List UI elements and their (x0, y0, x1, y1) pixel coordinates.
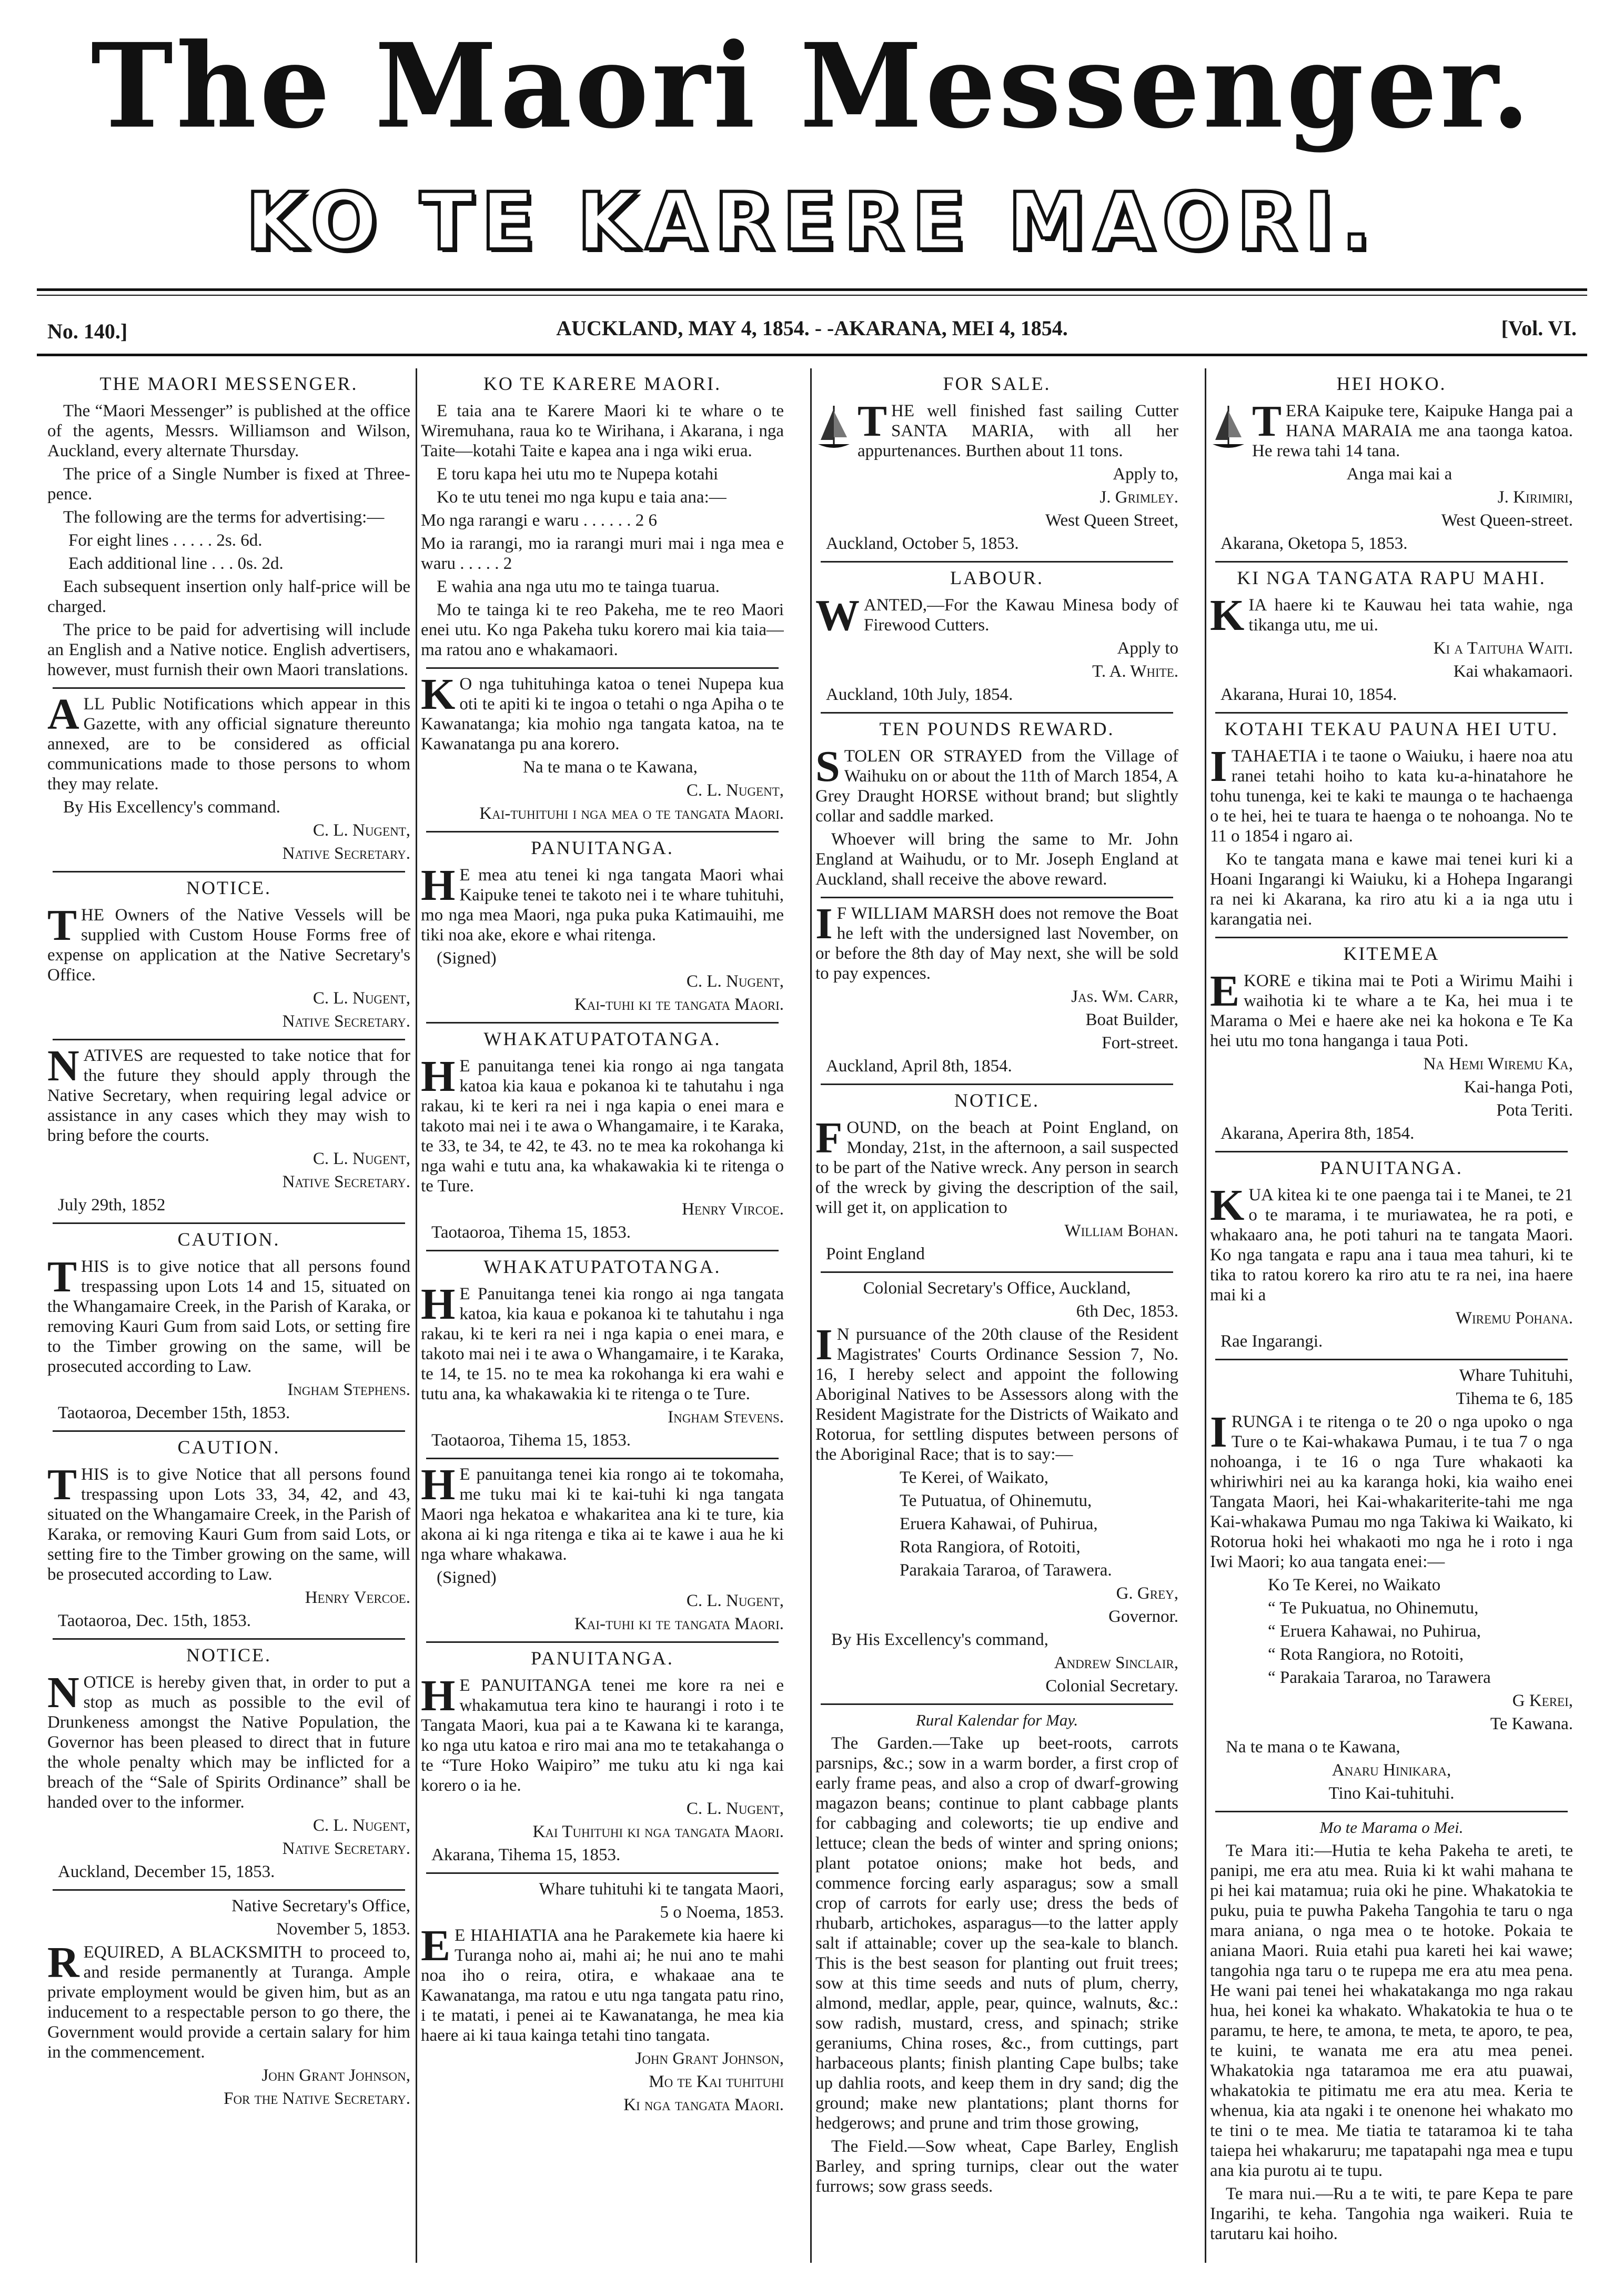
office-line: Whare Tuhituhi, (1459, 1366, 1573, 1385)
date-line: Auckland, December 15, 1853. (58, 1862, 275, 1881)
paragraph-text: E panuitanga tenei kia rongo ai te tokomaha, me tuku mai ki te kai-tuhi ki nga tangata Maori nga hekatoa e whakaritea ana ki te ture, kia akona ai ki nga ritenga e tika ai te kawe i aua he ki nga whare whakawa. (421, 1465, 784, 1564)
signature: Native Secretary. (282, 1172, 410, 1191)
paragraph: The Field.—Sow wheat, Cape Barley, English Barley, and spring turnips, clear out the water furrows; sow grass seeds. (815, 2137, 1178, 2196)
assessor: Te Putuatua, of Ohinemutu, (900, 1491, 1092, 1510)
signature: Henry Vercoe. (305, 1588, 410, 1607)
signature: G Kerei, (1512, 1691, 1573, 1710)
paragraph (815, 742, 1178, 826)
drop-cap: H (421, 1280, 456, 1329)
paragraph-text: KORE e tikina mai te Poti a Wirimu Maihi i waihotia ki te whare a te Ka, hei mua i te Marama o Mei e haere ake nei ka hokona e Te Ka hei utu mo tona hanganga i taua Poti. (1210, 971, 1573, 1050)
paragraph-text: HIS is to give notice that all persons found trespassing upon Lots 14 and 15, situated on the Whangamaire Creek, in the Parish of Karaka, or removing Kauri Gum from said Lots, or setting fire to the Timber growing on the same, will be prosecuted according to Law. (47, 1257, 410, 1376)
divider (53, 1222, 405, 1224)
signature-title: Kai-hanga Poti, (1464, 1078, 1573, 1097)
date-line: Point England (826, 1245, 925, 1263)
signature-title: Te Kawana. (1490, 1714, 1573, 1733)
paragraph-text: TOLEN OR STRAYED from the Village of Waihuku on or about the 11th of March 1854, A Grey Draught HORSE without brand; but slightly collar and saddle marked. (815, 747, 1178, 826)
paragraph-text: HE well finished fast sailing Cutter SANTA MARIA, with all her appurtenances. Burthen about 11 tons. (858, 402, 1178, 460)
divider (1215, 1151, 1568, 1152)
signature: Henry Vircoe. (682, 1200, 784, 1219)
paragraph (421, 1921, 784, 2045)
signature-title: Tino Kai-tuhituhi. (1328, 1784, 1455, 1803)
assessor: Te Kerei, of Waikato, (900, 1468, 1049, 1487)
divider (1215, 1811, 1568, 1812)
paragraph (1210, 742, 1573, 846)
drop-cap: H (421, 1052, 456, 1101)
paragraph: The following are the terms for advertising:— (63, 508, 385, 527)
drop-cap: I (815, 1320, 833, 1369)
paragraph-text: OUND, on the beach at Point England, on Monday, 21st, in the afternoon, a sail suspected to be part of the Native wreck. Any person in search of the wreck by giving the description of the sail, will get it, on application to (815, 1118, 1178, 1217)
signature: C. L. Nugent, (686, 972, 784, 991)
section-heading: KOTAHI TEKAU PAUNA HEI UTU. (1224, 718, 1559, 739)
divider (821, 897, 1173, 898)
office-date: 6th Dec, 1853. (1076, 1302, 1178, 1321)
section-heading: Rural Kalendar for May. (915, 1711, 1078, 1729)
drop-cap: R (47, 1938, 79, 1987)
drop-cap: H (421, 1460, 456, 1509)
section-heading: NOTICE. (186, 877, 271, 898)
paragraph (47, 901, 410, 985)
paragraph-text: O nga tuhituhinga katoa o tenei Nupepa kua oti te apiti ki te ingoa o tetahi o nga Apiha o te Kawanatanga; kia mohio nga tangata katoa, na te Kawanatanga pu ana korero. (421, 675, 784, 754)
paragraph: (Signed) (437, 1568, 497, 1587)
ship-icon (1210, 403, 1247, 450)
divider (426, 1641, 779, 1643)
paragraph (47, 1938, 410, 2062)
issue-number: No. 140.] (47, 319, 128, 343)
paragraph (421, 1052, 784, 1196)
date-line: Auckland, October 5, 1853. (826, 534, 1019, 553)
paragraph-text: E panuitanga tenei kia rongo ai nga tangata katoa kia kaua e pokanoa ki te tahutahu i nga rakau, ki te keri ra nei i nga kapia o enei mara e takoto mai nei i te awa o Whangamaire, i te Karaka, te 33, te 34, te 42, te 43. no te mea ka rokohanga ki nga wahi e tutu ana, ka whakawakia ki te ritenga o te Ture. (421, 1057, 784, 1196)
signature: Ingham Stephens. (287, 1380, 410, 1399)
office-date: November 5, 1853. (276, 1920, 410, 1939)
signature: John Grant Johnson, (261, 2066, 410, 2085)
paragraph-text: IA haere ki te Kauwau hei tata wahie, nga tikanga utu, me ui. (1248, 596, 1573, 635)
paragraph-text: E Panuitanga tenei kia rongo ai nga tangata katoa, kia kaua e pokanoa ki te tahutahu i nga rakau, ki te keri ra nei i nga kapia o enei mara, e takoto mai nei i te awa o Whangamaire, i te Karaka, te 14, te 15. no te mea ka rokohanga ki era wahi e tutu ana, ka whakawakia ki te ritenga o te Ture. (421, 1285, 784, 1403)
column-divider (1205, 368, 1206, 2263)
paragraph (421, 861, 784, 945)
paragraph: Anga mai kai a (1346, 465, 1452, 484)
column-4 (1210, 368, 1573, 2268)
paragraph: Ko te utu tenei mo nga kupu e taia ana:— (437, 488, 727, 507)
paragraph (421, 1671, 784, 1796)
signature-title: Kai whakamaori. (1453, 662, 1573, 681)
signature: Ingham Stevens. (668, 1408, 784, 1427)
signature: Kai Tuhituhi ki nga tangata Maori. (532, 1822, 784, 1841)
paragraph: By His Excellency's command. (63, 798, 280, 817)
section-heading: CAUTION. (177, 1229, 280, 1250)
paragraph (815, 899, 1178, 984)
column-2 (421, 368, 784, 2268)
paragraph-text: OTICE is hereby given that, in order to put a stop as much as possible to the evil of Drunkeness amongst the Native Population, the Governor has been pleased to direct that in future the whole penalty which may be inflicted for a breach of the “Sale of Spirits Ordinance” shall be handed over to the informer. (47, 1673, 410, 1812)
drop-cap: N (47, 1668, 79, 1717)
assessor: Eruera Kahawai, of Puhirua, (900, 1514, 1098, 1533)
section-heading: WHAKATUPATOTANGA. (483, 1028, 721, 1049)
drop-cap: N (47, 1041, 79, 1090)
paragraph: E toru kapa hei utu mo te Nupepa kotahi (437, 465, 719, 484)
signature: C. L. Nugent, (686, 1799, 784, 1818)
signature: C. L. Nugent, (312, 989, 410, 1008)
drop-cap: S (815, 742, 840, 791)
drop-cap: F (815, 1114, 843, 1162)
date-line: July 29th, 1852 (58, 1196, 166, 1215)
office-date: Tihema te 6, 185 (1456, 1389, 1573, 1408)
signature: Native Secretary. (282, 1012, 410, 1031)
masthead-rule (37, 288, 1587, 291)
divider (1215, 937, 1568, 938)
masthead-rule-thin (37, 295, 1587, 296)
paragraph: (Signed) (437, 949, 497, 968)
paragraph: Mo ia rarangi, mo ia rarangi muri mai i nga mea e waru . . . . . 2 (421, 534, 784, 573)
paragraph-text: E mea atu tenei ki nga tangata Maori whai Kaipuke tenei te takoto nei i te whare tuhituhi, mo nga mea Maori, nga puka puka Katimauihi, me tiki noa ake, ekore e whai ritenga. (421, 866, 784, 945)
divider (1215, 561, 1568, 563)
signature: J. Grimley. (1100, 488, 1178, 507)
apply-to: Apply to (1117, 639, 1178, 658)
drop-cap: I (815, 899, 833, 948)
drop-cap: T (47, 1460, 77, 1509)
newspaper-title: The Maori Messenger. (90, 17, 1534, 155)
section-heading: WHAKATUPATOTANGA. (483, 1256, 721, 1277)
paragraph (1210, 1181, 1573, 1305)
paragraph (1210, 591, 1573, 640)
assessor: Rota Rangiora, of Rotoiti, (900, 1538, 1081, 1557)
signature: Na Hemi Wiremu Ka, (1423, 1055, 1573, 1074)
paragraph: E taia ana te Karere Maori ki te whare o te Wiremuhana, raua ko te Wirihana, i Akarana, i nga Taite—kotahi Taite e kapea ana i nga wiki erua. (421, 402, 784, 460)
masthead (0, 0, 1624, 295)
signature: C. L. Nugent, (312, 1149, 410, 1168)
paragraph (47, 690, 410, 794)
drop-cap: K (421, 670, 456, 719)
paragraph: For eight lines . . . . . 2s. 6d. (68, 531, 263, 550)
section-heading: LABOUR. (950, 567, 1044, 588)
divider (426, 1250, 779, 1251)
paragraph-text: ERA Kaipuke tere, Kaipuke Hanga pai a HANA MARAIA me ana taonga katoa. He rewa tahi 14 tana. (1252, 402, 1573, 460)
divider (426, 831, 779, 832)
paragraph-text: EQUIRED, A BLACKSMITH to proceed to, and reside permanently at Turanga. Ample private employment would be given him, but as an inducement to a respectable person to go there, the Government would provide a certain salary for him in the commencement. (47, 1943, 410, 2062)
paragraph: E wahia ana nga utu mo te tainga tuarua. (437, 577, 720, 596)
newspaper-subtitle: KO TE KARERE MAORI. (245, 176, 1379, 268)
signature-address: Pota Teriti. (1496, 1101, 1573, 1120)
signature: Native Secretary. (282, 1839, 410, 1858)
paragraph (421, 1460, 784, 1564)
drop-cap: T (47, 901, 77, 950)
paragraph (815, 591, 1178, 640)
paragraph: By His Excellency's command, (831, 1630, 1048, 1649)
signature: C. L. Nugent, (312, 1816, 410, 1835)
drop-cap: E (421, 1921, 451, 1970)
paragraph-text: ANTED,—For the Kawau Minesa body of Firewood Cutters. (864, 596, 1178, 635)
paragraph: The price of a Single Number is fixed at Three-pence. (47, 465, 410, 504)
section-heading: CAUTION. (177, 1437, 280, 1458)
section-heading: FOR SALE. (943, 373, 1051, 394)
signature-title: Colonial Secretary. (1045, 1677, 1178, 1696)
divider (53, 1638, 405, 1640)
section-heading: KO TE KARERE MAORI. (483, 373, 722, 394)
divider (1215, 1359, 1568, 1360)
office-line: Whare tuhituhi ki te tangata Maori, (539, 1880, 784, 1899)
paragraph (815, 1320, 1178, 1465)
signature: C. L. Nugent, (686, 781, 784, 800)
signature: Native Secretary. (282, 844, 410, 863)
divider (53, 871, 405, 872)
divider (821, 1084, 1173, 1085)
assessor: Parakaia Tararoa, of Tarawera. (900, 1561, 1112, 1580)
drop-cap: T (1252, 397, 1282, 446)
signature: Ki a Taituha Waiti. (1433, 639, 1573, 658)
divider (53, 1889, 405, 1891)
paragraph-text: HIS is to give Notice that all persons found trespassing upon Lots 33, 34, 42, and 43, situated on the Whangamaire Creek, in the Parish of Karaka, or removing Kauri Gum from said Lots, or setting fire to the Timber growing on the same, will be prosecuted according to Law. (47, 1465, 410, 1584)
drop-cap: E (1210, 967, 1240, 1016)
paragraph-text: ATIVES are requested to take notice that for the future they should apply through the Native Secretary, when requiring legal advice or assistance in any cases which they may wish to bring before the courts. (47, 1046, 410, 1145)
divider (821, 561, 1173, 563)
date-line: Akarana, Oketopa 5, 1853. (1220, 534, 1408, 553)
section-heading: PANUITANGA. (1320, 1157, 1463, 1178)
divider (1215, 712, 1568, 714)
date-line: Taotaoroa, Dec. 15th, 1853. (58, 1611, 251, 1630)
signature: John Grant Johnson, (635, 2049, 784, 2068)
paragraph (815, 397, 1178, 461)
assessor: “ Rota Rangiora, no Rotoiti, (1268, 1645, 1464, 1664)
paragraph: The Garden.—Take up beet-roots, carrots parsnips, &c.; sow in a warm border, a first crop of early frame peas, and also a crop of dwarf-growing magazon beans; continue to plant cabbage plants for cabbaging and coleworts; tie up endive and lettuce; clean the beds of winter and spring onions; plant potatoe onions; make hot beds, and commence forcing early asparagus; sow a small crop of carrots for early use; dress the beds of rhubarb, artichokes, asparagus—to the latter apply salt if attainable; cover up the sea-kale to blanch. This is the best season for planting out fruit trees; sow at this time seeds and nuts of plum, cherry, almond, medlar, apple, pear, quince, walnuts, &c.: sow radish, mustard, cress, and spinach; strike geraniums, China roses, &c., from cuttings, part harbaceous plants; finish planting Cape bulbs; take up dahlia roots, and keep them in dry sand; dig the ground; make new plantations; plant thorns for hedgerows; and prune and trim those growing, (815, 1734, 1178, 2133)
date-line: Taotaoroa, Tihema 15, 1853. (431, 1431, 631, 1450)
office-line: Native Secretary's Office, (231, 1897, 410, 1915)
volume-number: [Vol. VI. (1501, 316, 1577, 340)
section-heading: THE MAORI MESSENGER. (99, 373, 358, 394)
signature-title: Governor. (1108, 1607, 1178, 1626)
date-line: Auckland, 10th July, 1854. (826, 685, 1013, 704)
divider (53, 687, 405, 689)
office-line: Colonial Secretary's Office, Auckland, (863, 1279, 1131, 1298)
paragraph: Whoever will bring the same to Mr. John England at Waihudu, or to Mr. Joseph England at Auckland, shall receive the above reward. (815, 830, 1178, 889)
paragraph-text: RUNGA i te ritenga o te 20 o nga upoko o nga Ture o te Kai-whakawa Pumau, i te tua 7 o nga nohoanga, i te 16 o nga Ture whakaoti ka whiriwhiri nei au ka karanga hoki, kia waiho enei Tangata Maori, hei Kai-whakariterite-tahi me nga Kai-whakawa Pumau mo nga Takiwa ki Waikato, ki Rotorua hoki hei whakaoti mo nga he i roto i nga Iwi Maori; ko aua tangata enei:— (1210, 1412, 1573, 1571)
paragraph: Na te mana o te Kawana, (523, 758, 698, 777)
paragraph-text: E PANUITANGA tenei me kore ra nei e whakamutua tera kino te haurangi i roto i te Tangata Maori, kua pai a te Kawana ki te karanga, ko nga utu katoa e riro mai ana mo te tetakahanga o te “Ture Hoko Waipiro” me tuku atu ki nga kai korero o ia he. (421, 1676, 784, 1795)
drop-cap: T (47, 1252, 77, 1301)
paragraph-text: LL Public Notifications which appear in this Gazette, with any official signature thereunto annexed, are to be considered as official communications made to those persons to whom they may relate. (47, 695, 410, 794)
column-divider (810, 368, 812, 2263)
address: West Queen-street. (1441, 511, 1573, 530)
paragraph (1210, 397, 1573, 461)
assessor: “ Te Pukuatua, no Ohinemutu, (1268, 1599, 1479, 1618)
paragraph (47, 1041, 410, 1146)
paragraph (47, 1668, 410, 1812)
signature: Ki nga tangata Maori. (623, 2095, 784, 2114)
divider (426, 1458, 779, 1459)
date-line: Auckland, April 8th, 1854. (826, 1057, 1012, 1076)
signature: For the Native Secretary. (224, 2089, 410, 2108)
signature: T. A. White. (1092, 662, 1178, 681)
paragraph: Each subsequent insertion only half-price will be charged. (47, 577, 410, 616)
divider (53, 1430, 405, 1432)
signature: C. L. Nugent, (686, 1591, 784, 1610)
drop-cap: W (815, 591, 860, 640)
issue-date: AUCKLAND, MAY 4, 1854. - -AKARANA, MEI 4, 1854. (556, 316, 1068, 340)
dateline (47, 316, 1577, 347)
section-heading: Mo te Marama o Mei. (1319, 1818, 1464, 1837)
section-heading: HEI HOKO. (1336, 373, 1447, 394)
signature: Anaru Hinikara, (1332, 1761, 1451, 1780)
column-3 (815, 368, 1178, 2268)
paragraph (47, 1460, 410, 1584)
address: West Queen Street, (1045, 511, 1178, 530)
signature: Mo te Kai tuhituhi (649, 2072, 784, 2091)
drop-cap: A (47, 690, 79, 739)
signature: G. Grey, (1116, 1584, 1178, 1603)
section-heading: TEN POUNDS REWARD. (879, 718, 1115, 739)
paragraph (421, 1280, 784, 1404)
signature: William Bohan. (1064, 1221, 1178, 1240)
paragraph-text: HE Owners of the Native Vessels will be supplied with Custom House Forms free of expense on application at the Native Secretary's Office. (47, 906, 410, 985)
drop-cap: H (421, 1671, 456, 1720)
paragraph-text: F WILLIAM MARSH does not remove the Boat he left with the undersigned last November, on or before the 8th day of May next, she will be sold to pay expences. (815, 904, 1178, 983)
apply-to: Apply to, (1113, 465, 1178, 484)
signature: Jas. Wm. Carr, (1071, 987, 1178, 1006)
drop-cap: I (1210, 742, 1227, 791)
signature: J. Kirimiri, (1497, 488, 1573, 507)
assessor: “ Parakaia Tararoa, no Tarawera (1268, 1668, 1491, 1687)
divider (821, 712, 1173, 714)
paragraph: Te Mara iti:—Hutia te keha Pakeha te areti, te panipi, me era atu mea. Ruia ki kt wahi mahana te pi hei kai matamua; ruia oki he pine. Whakatokia te puku, puia te puwha Pakeha Tangohia te taru o nga mara aniana, o nga mea o te hotoke. Pokaia te aniana Maori. Ruia etahi pua kareti hei kai wawe; tangohia nga taru o te rupepa me era atu mea pena. He wani pai tenei hei whakatakanga mo nga rakau hua, hei konei ka whakato. Whakatokia te hua o te paramu, te here, te amona, te meta, te aporo, te pea, te kuini, te wanata me era atu mea penei. Whakatokia nga tataramoa me era atu puawai, whakatokia te pitimatu me era atu mea. Keria te whenua, kia ata ngaki i te onenone hei whakato mo te tini o te mea. Me tiatia te tataramoa ki te taha taiepa hei whakaruru; me tapatapahi nga mea e tupu ana kia purotu ai te tupu. (1210, 1841, 1573, 2180)
date-line: Akarana, Tihema 15, 1853. (431, 1845, 621, 1864)
paragraph: Na te mana o te Kawana, (1226, 1738, 1400, 1757)
paragraph (1210, 967, 1573, 1051)
paragraph-text: N pursuance of the 20th clause of the Resident Magistrates' Courts Ordinance Session 7, No. 16, I hereby select and appoint the following Aboriginal Natives to be Assessors along with the Resident Magistrate for the Districts of Waikato and Rotorua, for settling disputes between persons of the Aboriginal Race; that is to say:— (815, 1325, 1178, 1464)
signature: C. L. Nugent, (312, 821, 410, 840)
paragraph (1210, 1408, 1573, 1572)
section-heading: KI NGA TANGATA RAPU MAHI. (1237, 567, 1546, 588)
dateline-rule (37, 354, 1587, 356)
date-line: Akarana, Hurai 10, 1854. (1220, 685, 1397, 704)
drop-cap: H (421, 861, 456, 910)
signature-address: Fort-street. (1102, 1034, 1178, 1052)
section-heading: PANUITANGA. (531, 1648, 674, 1669)
office-date: 5 o Noema, 1853. (660, 1903, 784, 1922)
drop-cap: K (1210, 1181, 1245, 1230)
divider (53, 1039, 405, 1040)
date-line: Rae Ingarangi. (1220, 1332, 1323, 1351)
paragraph: The “Maori Messenger” is published at the office of the agents, Messrs. Williamson and Wilson, Auckland, every alternate Thursday. (47, 402, 410, 460)
paragraph: The price to be paid for advertising will include an English and a Native notice. English advertisers, however, must furnish their own Maori translations. (47, 620, 410, 679)
drop-cap: K (1210, 591, 1245, 640)
date-line: Taotaoroa, December 15th, 1853. (58, 1403, 290, 1422)
signature: Andrew Sinclair, (1054, 1653, 1178, 1672)
paragraph (421, 670, 784, 754)
paragraph: Each additional line . . . 0s. 2d. (68, 554, 284, 573)
drop-cap: T (858, 397, 887, 446)
paragraph (47, 1252, 410, 1377)
section-heading: NOTICE. (954, 1090, 1040, 1111)
paragraph-text: E HIAHIATIA ana he Parakemete kia haere ki Turanga noho ai, mahi ai; he nui ano te mahi noa iho o reira, otira, e whakaae ana te Kawanatanga, ma ratou e utu nga tangata patu rino, i te matati, i penei ai te Kawanatanga, he mea kia haere ai ki taua kainga tetahi tino tangata. (421, 1926, 784, 2045)
column-divider (416, 368, 417, 2263)
drop-cap: I (1210, 1408, 1227, 1457)
section-heading: NOTICE. (186, 1644, 271, 1666)
divider (821, 1271, 1173, 1273)
date-line: Akarana, Aperira 8th, 1854. (1220, 1124, 1415, 1143)
paragraph (815, 1114, 1178, 1218)
signature: Kai-tuhituhi i nga mea o te tangata Maori. (479, 804, 784, 823)
divider (426, 1022, 779, 1024)
divider (821, 1703, 1173, 1705)
ship-icon (815, 403, 852, 450)
signature: Wiremu Pohana. (1455, 1309, 1573, 1328)
column-1 (47, 368, 410, 2268)
divider (426, 667, 779, 669)
signature-title: Boat Builder, (1085, 1010, 1178, 1029)
section-heading: KITEMEA (1343, 943, 1440, 964)
signature: Kai-tuhi ki te tangata Maori. (574, 995, 784, 1014)
divider (426, 1872, 779, 1874)
assessor: Ko Te Kerei, no Waikato (1268, 1576, 1441, 1594)
section-heading: PANUITANGA. (531, 837, 674, 858)
paragraph-text: TAHAETIA i te taone o Waiuku, i haere noa atu ranei tetahi hoiho to kata ku-a-hinatahore he tohu tunenga, kei te kaki te maunga o te hachaenga o te hei, hei te tuara te haenga o te nohoanga. No te 11 o 1854 i ngaro ai. (1210, 747, 1573, 846)
assessor: “ Eruera Kahawai, no Puhirua, (1268, 1622, 1481, 1641)
signature: Kai-tuhi ki te tangata Maori. (574, 1614, 784, 1633)
date-line: Taotaoroa, Tihema 15, 1853. (431, 1223, 631, 1242)
paragraph: Te mara nui.—Ru a te witi, te pare Kepa te pare Ingarihi, te keha. Tangohia nga waikeri. Ruia te tarutaru kai hoiho. (1210, 2184, 1573, 2243)
paragraph: Mo nga rarangi e waru . . . . . . 2 6 (421, 511, 658, 530)
paragraph: Ko te tangata mana e kawe mai tenei kuri ki a Hoani Ingarangi ki Waiuku, ki a Hohepa Ingarangi ra nei ki Akarana, ka riro atu ki a ia nga utu i karangatia nei. (1210, 850, 1573, 929)
paragraph-text: UA kitea ki te one paenga tai i te Manei, te 21 o te marama, i te muriawatea, he ra poti, e whakaaro ana, he poti tahuri na te tangata Maori. Ko nga tangata e rapu ana i taua mea tahuri, ki te tika to ratou korero ka riro atu te ra nei, ina haere mai ki a (1210, 1186, 1573, 1305)
paragraph: Mo te tainga ki te reo Pakeha, me te reo Maori enei utu. Ko nga Pakeha tuku korero mai kia taia—ma ratou ano e whakamaori. (421, 600, 784, 659)
